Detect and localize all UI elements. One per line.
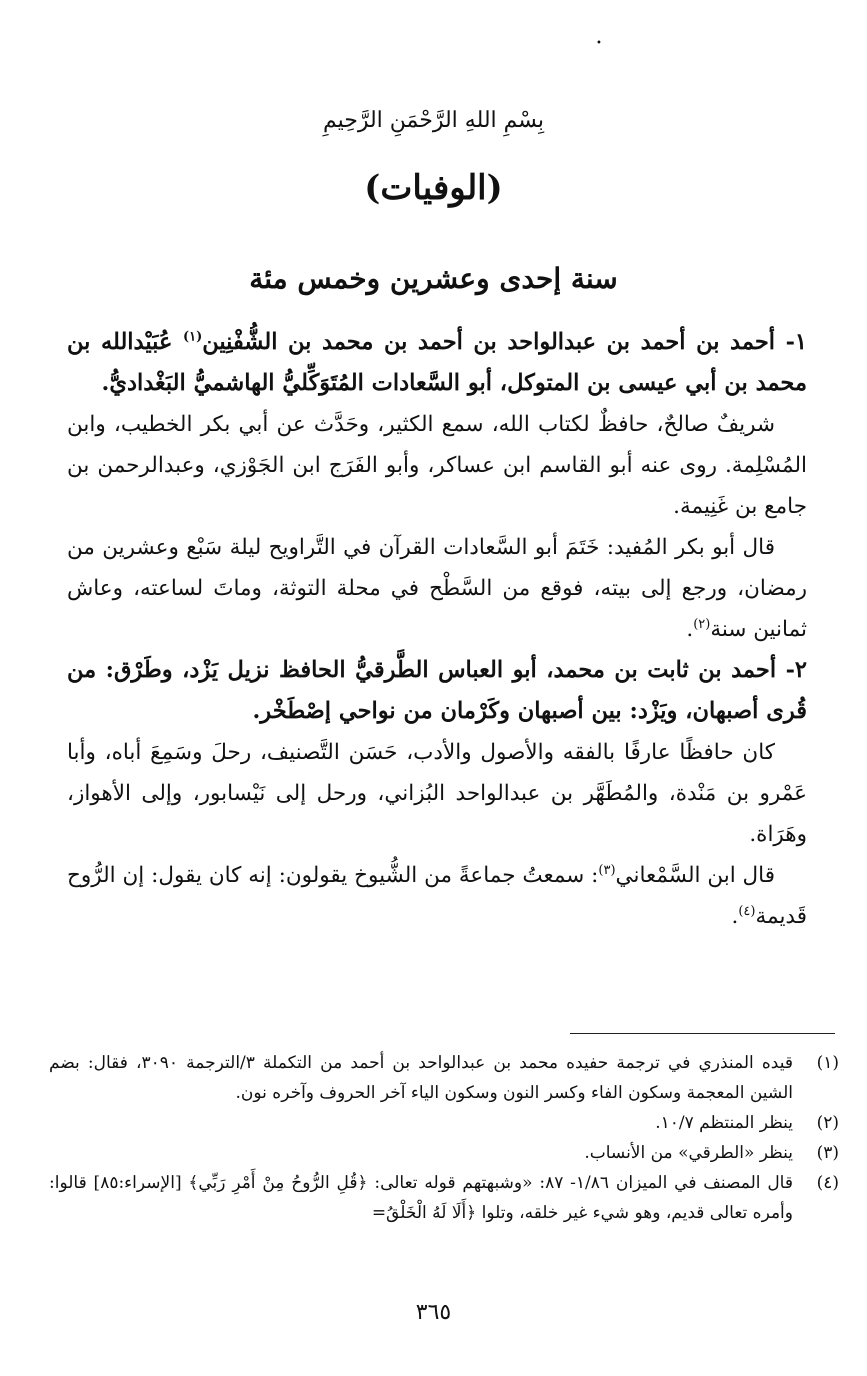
footnote-4-number: (٤) [816,1173,839,1193]
footnotes [49,1048,839,1228]
footnote-1-number: (١) [816,1053,839,1073]
entry-1-name: ١- أحمد بن أحمد بن عبدالواحد بن أحمد بن محمد بن الشُّفْنِين [202,329,807,355]
entry-2-heading: ٢- أحمد بن ثابت بن محمد، أبو العباس الطَّرقيُّ الحافظ نزيل يَزْد، وطَرْق: من قُرى أصبهان، ويَزْد: بين أصبهان وكَرْمان من نواحي إصْطَخْر. [67,657,807,724]
basmala: بِسْمِ اللهِ الرَّحْمَنِ الرَّحِيمِ [322,108,545,133]
footnote-ref-3[interactable]: (٣) [598,862,616,878]
page-number: ٣٦٥ [415,1300,452,1325]
footnote-1-text: قيده المنذري في ترجمة حفيده محمد بن عبدالواحد بن أحمد من التكملة ٣/الترجمة ٣٠٩٠، فقال: بضم الشين المعجمة وسكون الفاء وكسر النون وسكون الياء آخر الحروف وآخره نون. [49,1053,793,1103]
footnote-ref-4[interactable]: (٤) [738,903,756,919]
entry-2-paragraph-2-end: . [731,904,739,929]
print-mark: • [596,38,602,49]
footnote-2-text: ينظر المنتظم ١٠/٧. [655,1113,793,1133]
entry-1-paragraph-2-end: . [686,617,694,642]
entry-2-paragraph-2 [67,855,807,937]
chapter-title: (الوفيات) [364,168,503,208]
entry-1-heading [67,322,807,404]
entry-1-paragraph-2 [67,527,807,650]
year-heading: سنة إحدى وعشرين وخمس مئة [249,262,618,295]
entry-2-paragraph-2-text-a: قال ابن السَّمْعاني [615,863,775,888]
entry-2-paragraph-1: كان حافظًا عارفًا بالفقه والأصول والأدب، حَسَن التَّصنيف، رحلَ وسَمِعَ أباه، وأبا عَمْرو بن مَنْدة، والمُطَهَّر بن عبدالواحد البُزاني، ورحل إلى نَيْسابور، وإلى الأهواز، وهَرَاة. [67,740,807,847]
entry-1-paragraph-1: شريفٌ صالحٌ، حافظٌ لكتاب الله، سمع الكثير، وحَدَّث عن أبي بكر الخطيب، وابن المُسْلِمة. روى عنه أبو القاسم ابن عساكر، وأبو الفَرَج ابن الجَوْزي، وعبدالرحمن بن جامع بن غَنِيمة. [67,412,807,519]
footnote-2-number: (٢) [816,1113,839,1133]
entry-2-paragraph-2-text-b: : سمعتُ جماعةً من الشُّيوخ يقولون: إنه كان يقول: إن الرُّوح قَديمة [67,863,807,929]
footnote-2 [49,1108,839,1138]
main-text [67,322,807,937]
footnote-3 [49,1138,839,1168]
entry-1-paragraph-2-text: قال أبو بكر المُفيد: خَتَمَ أبو السَّعادات القرآن في التَّراويح ليلة سَبْع وعشرين من رمضان، ورجع إلى بيته، فوقع من السَّطْح في محلة التوثة، وماتَ لساعته، وعاش ثمانين سنة [67,535,807,642]
footnote-separator [570,1033,835,1034]
footnote-3-text: ينظر «الطرقي» من الأنساب. [584,1143,793,1163]
footnote-4-text: قال المصنف في الميزان ١/٨٦- ٨٧: «وشبهتهم قوله تعالى: ﴿قُلِ الرُّوحُ مِنْ أَمْرِ رَبِّي﴾ [الإسراء:٨٥] قالوا: وأمره تعالى قديم، وهو شيء غير خلقه، وتلوا ﴿أَلَا لَهُ الْخَلْقُ= [49,1173,793,1223]
footnote-ref-2[interactable]: (٢) [693,616,711,632]
footnote-3-number: (٣) [816,1143,839,1163]
entry-1-name-rest: عُبَيْدالله بن محمد بن أبي عيسى بن المتوكل، أبو السَّعادات المُتَوَكِّليُّ الهاشميُّ البَغْداديُّ. [67,329,807,396]
footnote-4 [49,1168,839,1228]
footnote-ref-1[interactable]: (١) [182,329,203,345]
footnote-1 [49,1048,839,1108]
